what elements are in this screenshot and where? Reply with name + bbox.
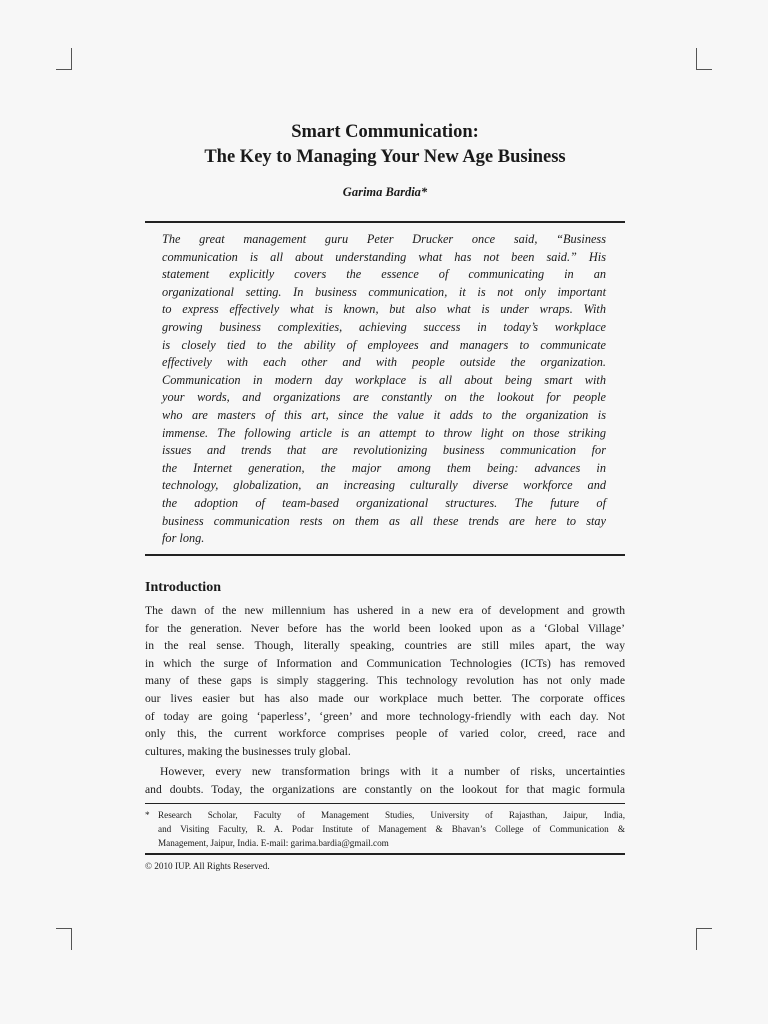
abstract-line: organizational setting. In business communication, it is not only important	[162, 284, 606, 299]
author-name: Garima Bardia*	[342, 185, 428, 199]
para2-line: and doubts. Today, the organizations are constantly on the lookout for that magic formula	[145, 782, 625, 796]
para1-line: many of these gaps is simply staggering. This technology revolution has not only made	[145, 674, 625, 688]
section-heading: Introduction	[145, 580, 221, 595]
para1-line: in which the surge of Information and Communication Technologies (ICTs) has removed	[145, 656, 625, 670]
crop-mark-bottom-left	[71, 928, 72, 950]
abstract-line: The great management guru Peter Drucker once said, “Business	[162, 232, 606, 246]
title-line-1: Smart Communication:	[291, 122, 479, 142]
abstract-line: who are masters of this art, since the value it adds to the organization is	[162, 407, 606, 422]
abstract-line: issues and trends that are revolutionizing business communication for	[162, 443, 606, 458]
crop-mark-top-left-h	[56, 69, 72, 70]
crop-mark-bottom-right-h	[696, 928, 712, 929]
abstract-line: communication is all about understanding what has not been said.” His	[162, 249, 606, 264]
abstract-line: your words, and organizations are constantly on the lookout for people	[162, 390, 606, 405]
crop-mark-bottom-right	[696, 928, 697, 950]
abstract-line: the Internet generation, the major among them being: advances in	[162, 460, 606, 475]
copyright-notice: © 2010 IUP. All Rights Reserved.	[145, 861, 270, 871]
abstract-line: growing business complexities, achieving success in today’s workplace	[162, 319, 606, 334]
crop-mark-bottom-left-h	[56, 928, 72, 929]
para1-line: The dawn of the new millennium has ushered in a new era of development and growth	[145, 604, 625, 617]
para2-line: However, every new transformation brings with it a number of risks, uncertainties	[160, 765, 625, 778]
abstract-line: Communication in modern day workplace is all about being smart with	[162, 372, 606, 387]
fntext-line: and Visiting Faculty, R. A. Podar Institute of Management & Bhavan’s College of Communication &	[158, 824, 625, 834]
para1-line: our lives easier but has also made our workplace much better. The corporate offices	[145, 691, 625, 705]
para1-line: of today are going ‘paperless’, ‘green’ and more technology-friendly with each day. Not	[145, 709, 625, 723]
abstract	[162, 231, 606, 548]
abstract-line: the adoption of team-based organizational structures. The future of	[162, 495, 606, 510]
abstract-line: is closely tied to the ability of employees and managers to communicate	[162, 337, 606, 352]
abstract-line: statement explicitly covers the essence of communicating in an	[162, 267, 606, 282]
abstract-line: technology, globalization, an increasing culturally diverse workforce and	[162, 478, 606, 493]
abstract-line: effectively with each other and with people outside the organization.	[162, 355, 606, 370]
abstract-bottom-rule	[145, 554, 625, 556]
paragraph-1	[145, 602, 625, 760]
para1-line: for the generation. Never before has the world been looked upon as a ‘Global Village’	[145, 621, 625, 635]
fntext-line: Management, Jaipur, India. E-mail: garima.bardia@gmail.com	[158, 838, 389, 848]
crop-mark-top-right-h	[696, 69, 712, 70]
para1-line: in the real sense. Though, literally speaking, countries are still miles apart, the way	[145, 639, 625, 653]
title-line-2: The Key to Managing Your New Age Business	[204, 147, 566, 167]
para1-line: only this, the current workforce comprises people of varied color, creed, race and	[145, 727, 625, 741]
copyright-rule	[145, 853, 625, 855]
para1-line: cultures, making the businesses truly global.	[145, 744, 351, 758]
abstract-line: business communication rests on them as all these trends are here to stay	[162, 513, 606, 528]
footnote	[145, 808, 625, 850]
paragraph-2	[145, 763, 625, 798]
crop-mark-top-right	[696, 48, 697, 70]
abstract-line: immense. The following article is an attempt to throw light on those striking	[162, 425, 606, 440]
abstract-top-rule	[145, 221, 625, 223]
footnote-text	[158, 808, 625, 850]
abstract-line: for long.	[162, 531, 205, 546]
fntext-line: Research Scholar, Faculty of Management Studies, University of Rajasthan, Jaipur, India,	[158, 810, 625, 820]
crop-mark-top-left	[71, 48, 72, 70]
footnote-rule	[145, 803, 625, 804]
footnote-mark: *	[145, 810, 150, 820]
abstract-line: to express effectively what is known, but also what is under wraps. With	[162, 302, 606, 317]
